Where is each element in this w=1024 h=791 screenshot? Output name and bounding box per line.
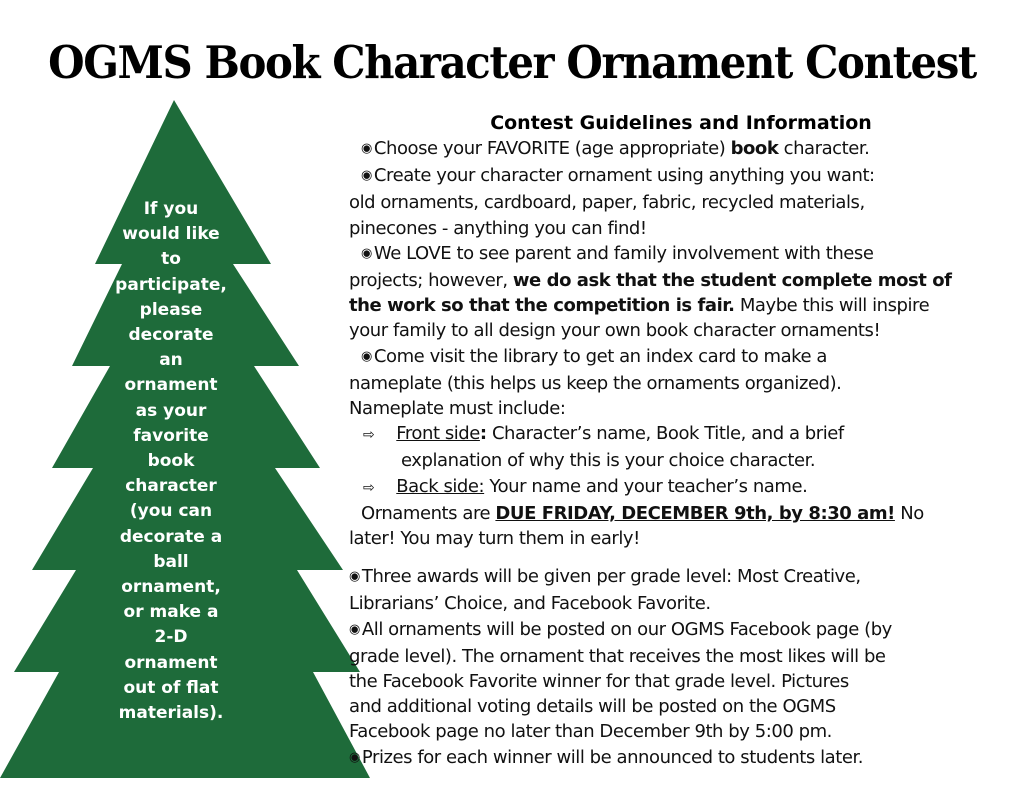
guideline-line: Nameplate must include: [349, 398, 566, 420]
tree-text-line: ornament [124, 375, 218, 396]
guideline-line: grade level). The ornament that receives the most likes will be [349, 645, 886, 667]
guideline-item-create: ◉ Create your character ornament using anything you want: [361, 165, 875, 187]
bullet-icon: ◉ [361, 348, 372, 364]
guideline-line: nameplate (this helps us keep the ornaments organized). [349, 372, 842, 394]
tree-invitation-text [105, 197, 237, 726]
tree-text-line: character [125, 476, 217, 497]
tree-text-line: would like [122, 224, 220, 245]
bullet-icon: ◉ [361, 245, 372, 261]
bullet-icon: ◉ [349, 621, 360, 637]
guideline-item-facebook: ◉ All ornaments will be posted on our OGMS Facebook page (by [349, 618, 892, 640]
tree-text-line: book [147, 451, 195, 472]
guideline-line: later! You may turn them in early! [349, 528, 640, 550]
tree-text-line: ball [153, 551, 189, 572]
due-date-notice: Ornaments are DUE FRIDAY, DECEMBER 9th, by 8:30 am! No [361, 502, 924, 524]
guideline-line: the Facebook Favorite winner for that grade level. Pictures [349, 671, 849, 693]
guideline-line: the work so that the competition is fair. Maybe this will inspire [349, 295, 930, 317]
guideline-item-favorite-book: ◉ Choose your FAVORITE (age appropriate) book character. [361, 138, 870, 159]
arrow-right-icon: ⇨ [363, 479, 375, 496]
tree-text-line: materials). [118, 703, 224, 724]
tree-text-line: (you can [129, 501, 213, 522]
guidelines-heading: Contest Guidelines and Information [490, 112, 872, 134]
guideline-item-family: ◉ We LOVE to see parent and family involvement with these [361, 242, 874, 264]
due-date: DUE FRIDAY, DECEMBER 9th, by 8:30 am! [495, 502, 895, 524]
tree-text-line: ornament [124, 652, 218, 673]
tree-text-line: out of flat [123, 677, 219, 698]
guideline-item-awards: ◉ Three awards will be given per grade level: Most Creative, [349, 566, 861, 588]
guideline-item-prizes: ◉ Prizes for each winner will be announced to students later. [349, 746, 864, 768]
guideline-line: your family to all design your own book character ornaments! [349, 320, 881, 342]
tree-text-line: decorate a [119, 526, 223, 547]
page-title: OGMS Book Character Ornament Contest [48, 36, 976, 89]
tree-text-line: favorite [133, 425, 209, 446]
tree-text-line: participate, [115, 274, 227, 295]
bullet-icon: ◉ [361, 141, 372, 156]
guideline-item-library: ◉ Come visit the library to get an index card to make a [361, 345, 827, 367]
tree-text-line: decorate [128, 325, 214, 346]
tree-text-line: or make a [123, 602, 219, 623]
tree-text-line: 2-D [154, 627, 188, 648]
nameplate-back-side: ⇨ Back side: Your name and your teacher’s name. [363, 475, 808, 497]
tree-text-line: ornament, [121, 577, 221, 598]
bullet-icon: ◉ [349, 569, 360, 585]
guideline-line: explanation of why this is your choice character. [401, 450, 816, 472]
arrow-right-icon: ⇨ [363, 427, 375, 444]
guideline-line: pinecones - anything you can find! [349, 217, 647, 239]
tree-text-line: If you [143, 199, 199, 219]
guideline-line: and additional voting details will be posted on the OGMS [349, 696, 836, 718]
bullet-icon: ◉ [361, 168, 372, 184]
nameplate-front-side: ⇨ Front side: Character’s name, Book Title, and a brief [363, 423, 844, 445]
tree-text-line: please [139, 299, 203, 320]
bullet-icon: ◉ [349, 749, 360, 765]
tree-text-line: an [159, 350, 183, 371]
guideline-line: Facebook page no later than December 9th by 5:00 pm. [349, 721, 832, 743]
guidelines-section [349, 110, 1019, 772]
guideline-line: projects; however, we do ask that the student complete most of [349, 270, 952, 292]
guideline-line: old ornaments, cardboard, paper, fabric, recycled materials, [349, 192, 865, 214]
guideline-line: Librarians’ Choice, and Facebook Favorite. [349, 593, 711, 615]
tree-text-line: as your [135, 400, 207, 421]
tree-text-line: to [161, 249, 181, 270]
